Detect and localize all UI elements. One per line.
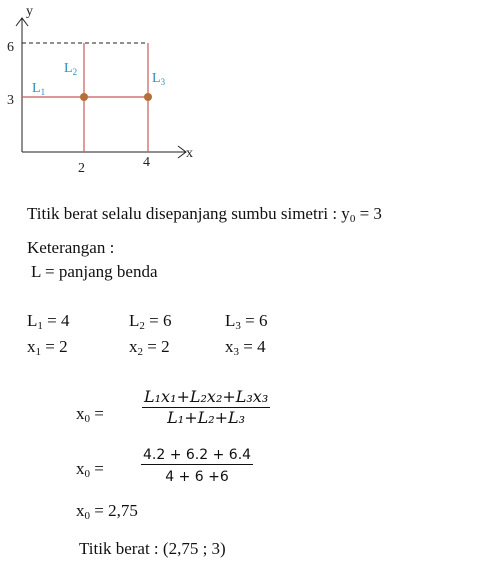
l-definition: L = panjang benda <box>31 262 158 281</box>
center-point-L3 <box>144 93 152 101</box>
x1-value: $x_1 = 2$ <box>27 337 68 358</box>
tick-x-4: 4 <box>143 155 150 170</box>
formula-fraction <box>142 387 270 428</box>
l1-value: $L_1 = 4$ <box>27 311 70 332</box>
x0-result: $x_0 = 2,75$ <box>76 501 138 522</box>
x-axis-label: x <box>186 146 193 161</box>
tick-y-6: 6 <box>7 40 14 55</box>
substitution-fraction <box>141 446 253 486</box>
coordinate-graph <box>0 0 220 180</box>
substitution-numerator: 4.2 + 6.2 + 6.4 <box>143 447 252 463</box>
label-L1: $L_1$ <box>32 81 46 97</box>
final-centroid: Titik berat : (2,75 ; 3) <box>79 539 226 558</box>
formula-denominator: L₁+L₂+L₃ <box>167 408 246 427</box>
x0-lhs-formula: $x_0$ = <box>76 404 104 425</box>
center-point-L2 <box>80 93 88 101</box>
l3-value: $L_3 = 6$ <box>225 311 268 332</box>
formula-numerator: L₁x₁+L₂x₂+L₃x₃ <box>144 387 269 406</box>
centroid-statement: Titik berat selalu disepanjang sumbu simetri : $y_0 = 3$ <box>27 204 382 225</box>
x0-lhs-substitution: $x_0$ = <box>76 459 104 480</box>
label-L2: $L_2$ <box>64 61 78 77</box>
keterangan-heading: Keterangan : <box>27 238 115 257</box>
label-L3: $L_3$ <box>152 71 166 87</box>
substitution-denominator: 4 + 6 +6 <box>165 469 229 485</box>
tick-y-3: 3 <box>7 93 14 108</box>
x3-value: $x_3 = 4$ <box>225 337 266 358</box>
tick-x-2: 2 <box>78 161 85 176</box>
l2-value: $L_2 = 6$ <box>129 311 172 332</box>
x2-value: $x_2 = 2$ <box>129 337 170 358</box>
y-axis-label: y <box>26 4 33 19</box>
